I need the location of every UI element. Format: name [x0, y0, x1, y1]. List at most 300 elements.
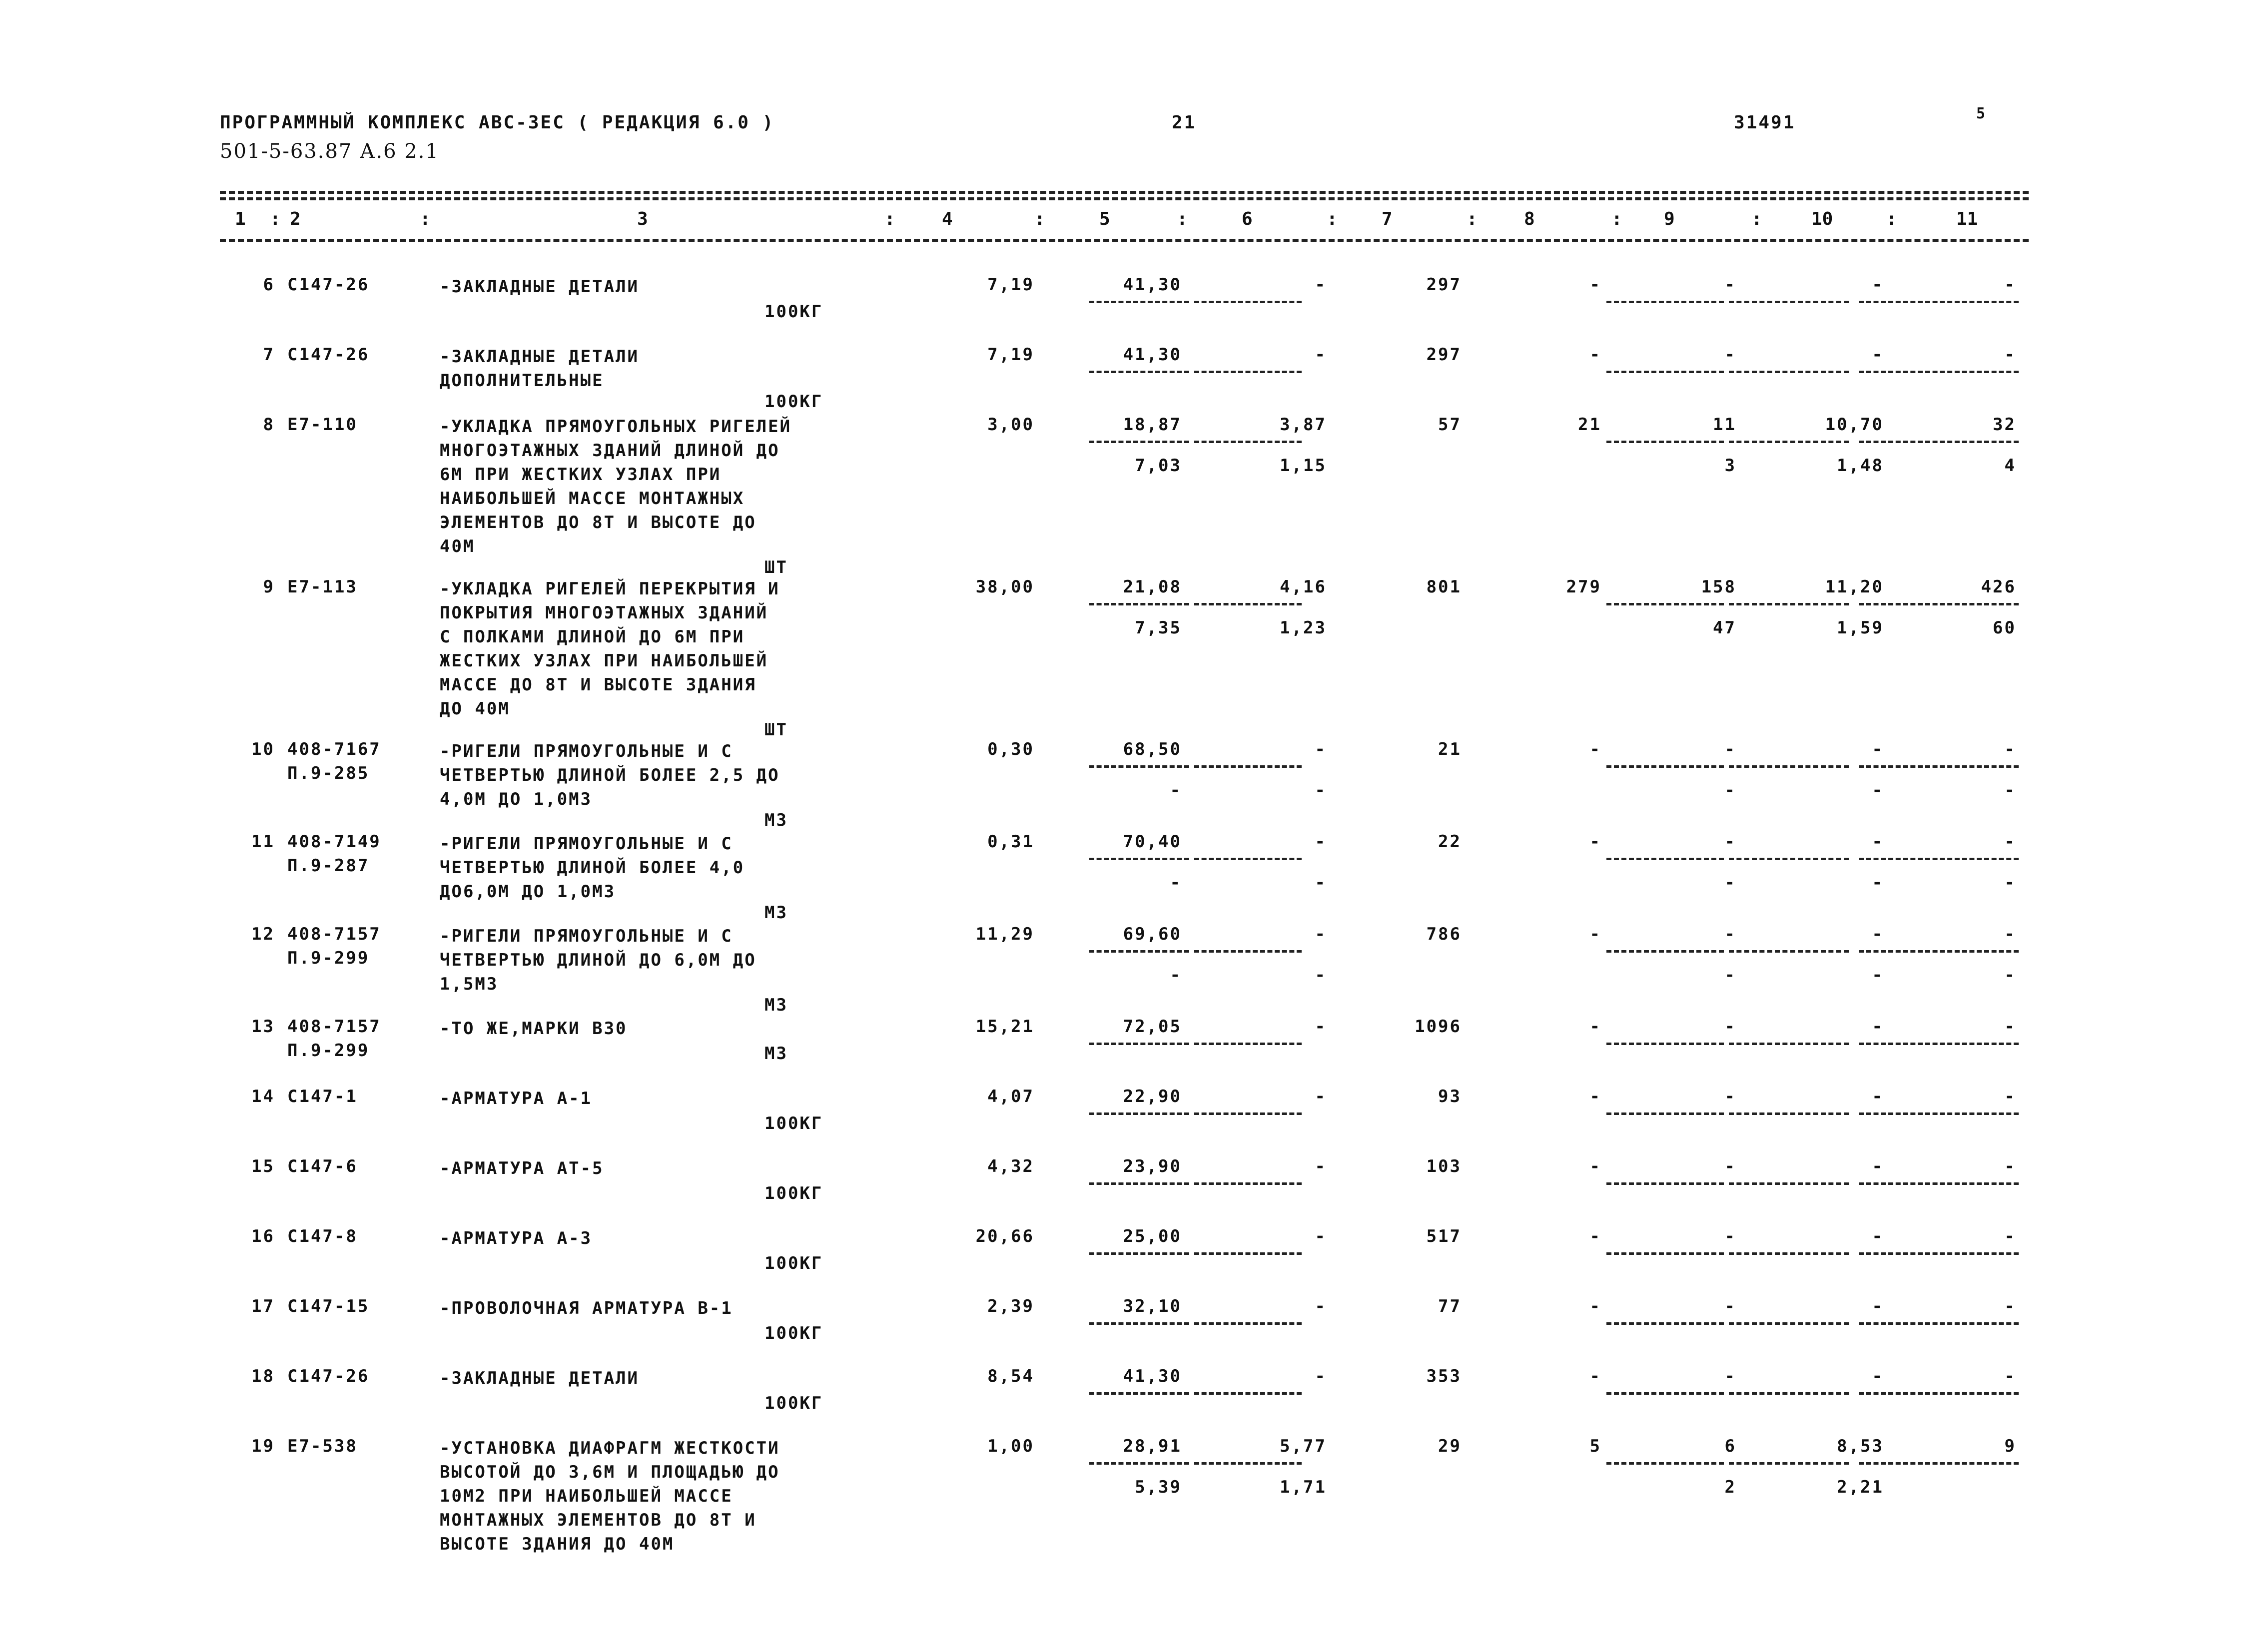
table-top-rule-2 — [220, 197, 2029, 200]
machine-value: - — [1872, 832, 1884, 852]
work-description — [440, 577, 780, 721]
column-header-8: 8 — [1524, 209, 1535, 229]
fraction-line — [1729, 1112, 1849, 1115]
labor-sub-value: 3 — [1724, 456, 1736, 476]
wages-sub-value: - — [1315, 965, 1327, 985]
row-number: 13 — [251, 1017, 275, 1037]
work-description — [440, 345, 639, 393]
wages-value: - — [1315, 1296, 1327, 1316]
work-description — [440, 1296, 733, 1320]
fraction-line — [1089, 1322, 1189, 1325]
quantity-value: 1,00 — [987, 1436, 1034, 1456]
unit-cost-sub-value: - — [1170, 780, 1182, 800]
column-header-11: 11 — [1956, 209, 1978, 229]
fraction-line — [1729, 1182, 1849, 1185]
total-cost-value: 297 — [1426, 275, 1462, 295]
document-code: 31491 — [1734, 112, 1796, 133]
total-wages-value: 5 — [1589, 1436, 1601, 1456]
column-header-6: 6 — [1242, 209, 1253, 229]
fraction-line — [1859, 1392, 2019, 1395]
machine-value: 8,53 — [1837, 1436, 1884, 1456]
description-line: ДО6,0М ДО 1,0М3 — [440, 882, 616, 902]
labor-value: - — [1724, 1296, 1736, 1316]
column-separator: : — [1611, 209, 1622, 229]
fraction-line — [1606, 603, 1724, 605]
unit-of-measure: ШТ — [764, 557, 788, 577]
norm-code: 408-7149 — [287, 832, 381, 852]
norm-code: 408-7157 — [287, 924, 381, 944]
column-separator: : — [1034, 209, 1045, 229]
machine-value: 10,70 — [1825, 415, 1884, 435]
fraction-line — [1729, 950, 1849, 953]
description-line: -УКЛАДКА РИГЕЛЕЙ ПЕРЕКРЫТИЯ И — [440, 579, 780, 599]
labor-sub-value: 2 — [1724, 1477, 1736, 1497]
fraction-line — [1194, 1182, 1302, 1185]
wages-value: - — [1315, 1226, 1327, 1246]
fraction-line — [1194, 371, 1302, 373]
description-line: ЧЕТВЕРТЬЮ ДЛИНОЙ ДО 6,0М ДО — [440, 950, 756, 970]
unit-of-measure: 100КГ — [764, 302, 823, 322]
total-cost-value: 93 — [1438, 1087, 1462, 1106]
labor-sub-value: 47 — [1713, 618, 1736, 638]
row-number: 17 — [251, 1296, 275, 1316]
unit-of-measure: 100КГ — [764, 1183, 823, 1203]
total-labor-value: - — [2004, 1366, 2016, 1386]
total-wages-value: - — [1589, 1087, 1601, 1106]
unit-of-measure: 100КГ — [764, 1393, 823, 1413]
work-description — [440, 1156, 604, 1180]
fraction-line — [1194, 1043, 1302, 1045]
fraction-line — [1859, 371, 2019, 373]
fraction-line — [1606, 1462, 1724, 1465]
total-labor-sub-value: 60 — [1993, 618, 2016, 638]
fraction-line — [1194, 301, 1302, 303]
corner-mark: 5 — [1976, 105, 1987, 122]
description-line: ПОКРЫТИЯ МНОГОЭТАЖНЫХ ЗДАНИЙ — [440, 603, 768, 623]
work-description — [440, 832, 745, 904]
work-description — [440, 1366, 639, 1390]
machine-value: - — [1872, 345, 1884, 365]
total-wages-value: - — [1589, 1296, 1601, 1316]
fraction-line — [1089, 603, 1189, 605]
labor-value: - — [1724, 739, 1736, 759]
unit-cost-sub-value: 7,03 — [1135, 456, 1182, 476]
fraction-line — [1859, 858, 2019, 860]
row-number: 18 — [251, 1366, 275, 1386]
unit-cost-value: 41,30 — [1123, 275, 1182, 295]
norm-code: Е7-113 — [287, 577, 358, 597]
quantity-value: 4,32 — [987, 1156, 1034, 1176]
unit-cost-sub-value: - — [1170, 965, 1182, 985]
labor-value: - — [1724, 1226, 1736, 1246]
fraction-line — [1729, 1462, 1849, 1465]
unit-cost-sub-value: 7,35 — [1135, 618, 1182, 638]
norm-code: 408-7167 — [287, 739, 381, 759]
work-description — [440, 1436, 780, 1556]
work-description — [440, 1017, 628, 1041]
wages-sub-value: 1,71 — [1280, 1477, 1327, 1497]
labor-sub-value: - — [1724, 873, 1736, 893]
fraction-line — [1089, 858, 1189, 860]
norm-code: 408-7157 — [287, 1017, 381, 1037]
machine-sub-value: - — [1872, 780, 1884, 800]
total-cost-value: 801 — [1426, 577, 1462, 597]
total-labor-sub-value: - — [2004, 780, 2016, 800]
machine-value: - — [1872, 924, 1884, 944]
row-number: 8 — [263, 415, 275, 435]
norm-code: С147-15 — [287, 1296, 370, 1316]
norm-code: С147-26 — [287, 275, 370, 295]
description-line: 1,5М3 — [440, 974, 499, 994]
wages-value: - — [1315, 275, 1327, 295]
fraction-line — [1606, 371, 1724, 373]
total-cost-value: 786 — [1426, 924, 1462, 944]
total-labor-value: 426 — [1981, 577, 2016, 597]
unit-of-measure: ШТ — [764, 720, 788, 740]
fraction-line — [1194, 765, 1302, 768]
norm-code: С147-26 — [287, 1366, 370, 1386]
norm-code: С147-8 — [287, 1226, 358, 1246]
fraction-line — [1089, 1182, 1189, 1185]
labor-value: - — [1724, 1366, 1736, 1386]
description-line: -ТО ЖЕ,МАРКИ В30 — [440, 1019, 628, 1039]
unit-cost-value: 32,10 — [1123, 1296, 1182, 1316]
machine-sub-value: - — [1872, 873, 1884, 893]
fraction-line — [1859, 1112, 2019, 1115]
column-header-7: 7 — [1382, 209, 1393, 229]
wages-sub-value: - — [1315, 873, 1327, 893]
total-cost-value: 517 — [1426, 1226, 1462, 1246]
work-description — [440, 275, 639, 299]
quantity-value: 15,21 — [975, 1017, 1034, 1037]
wages-value: 4,16 — [1280, 577, 1327, 597]
total-cost-value: 21 — [1438, 739, 1462, 759]
norm-code: П.9-299 — [287, 948, 370, 968]
wages-value: 5,77 — [1280, 1436, 1327, 1456]
wages-value: - — [1315, 1017, 1327, 1037]
fraction-line — [1859, 603, 2019, 605]
norm-code: П.9-299 — [287, 1041, 370, 1061]
fraction-line — [1859, 441, 2019, 443]
description-line: ЧЕТВЕРТЬЮ ДЛИНОЙ БОЛЕЕ 4,0 — [440, 858, 745, 878]
column-header-9: 9 — [1664, 209, 1675, 229]
fraction-line — [1606, 858, 1724, 860]
description-line: 6М ПРИ ЖЕСТКИХ УЗЛАХ ПРИ — [440, 465, 722, 485]
total-labor-value: - — [2004, 1087, 2016, 1106]
work-description — [440, 739, 780, 811]
description-line: -АРМАТУРА АТ-5 — [440, 1158, 604, 1178]
row-number: 15 — [251, 1156, 275, 1176]
work-description — [440, 415, 791, 558]
fraction-line — [1606, 1112, 1724, 1115]
row-number: 7 — [263, 345, 275, 365]
total-wages-value: - — [1589, 1226, 1601, 1246]
description-line: С ПОЛКАМИ ДЛИНОЙ ДО 6М ПРИ — [440, 627, 745, 647]
unit-cost-value: 22,90 — [1123, 1087, 1182, 1106]
wages-value: - — [1315, 1366, 1327, 1386]
row-number: 12 — [251, 924, 275, 944]
quantity-value: 20,66 — [975, 1226, 1034, 1246]
wages-sub-value: 1,23 — [1280, 618, 1327, 638]
fraction-line — [1859, 1322, 2019, 1325]
fraction-line — [1194, 603, 1302, 605]
unit-cost-value: 18,87 — [1123, 415, 1182, 435]
fraction-line — [1729, 1252, 1849, 1255]
quantity-value: 8,54 — [987, 1366, 1034, 1386]
unit-cost-value: 25,00 — [1123, 1226, 1182, 1246]
fraction-line — [1089, 371, 1189, 373]
fraction-line — [1089, 1112, 1189, 1115]
fraction-line — [1089, 1252, 1189, 1255]
description-line: ВЫСОТЕ ЗДАНИЯ ДО 40М — [440, 1534, 675, 1554]
description-line: ДО 40М — [440, 699, 510, 719]
fraction-line — [1859, 1252, 2019, 1255]
fraction-line — [1606, 1043, 1724, 1045]
total-labor-value: 9 — [2004, 1436, 2016, 1456]
description-line: ЖЕСТКИХ УЗЛАХ ПРИ НАИБОЛЬШЕЙ — [440, 651, 768, 671]
quantity-value: 2,39 — [987, 1296, 1034, 1316]
fraction-line — [1859, 1462, 2019, 1465]
column-header-10: 10 — [1811, 209, 1833, 229]
fraction-line — [1089, 950, 1189, 953]
total-cost-value: 77 — [1438, 1296, 1462, 1316]
total-wages-value: - — [1589, 1366, 1601, 1386]
norm-code: П.9-285 — [287, 763, 370, 783]
machine-value: 11,20 — [1825, 577, 1884, 597]
unit-of-measure: М3 — [764, 903, 788, 923]
fraction-line — [1729, 603, 1849, 605]
unit-cost-sub-value: 5,39 — [1135, 1477, 1182, 1497]
fraction-line — [1729, 765, 1849, 768]
column-separator: : — [270, 209, 281, 229]
quantity-value: 0,31 — [987, 832, 1034, 852]
machine-value: - — [1872, 275, 1884, 295]
labor-value: - — [1724, 832, 1736, 852]
fraction-line — [1859, 1182, 2019, 1185]
column-separator: : — [1751, 209, 1762, 229]
total-cost-value: 297 — [1426, 345, 1462, 365]
wages-value: 3,87 — [1280, 415, 1327, 435]
quantity-value: 7,19 — [987, 345, 1034, 365]
fraction-line — [1859, 765, 2019, 768]
unit-of-measure: М3 — [764, 995, 788, 1015]
fraction-line — [1089, 441, 1189, 443]
row-number: 9 — [263, 577, 275, 597]
fraction-line — [1089, 1392, 1189, 1395]
description-line: НАИБОЛЬШЕЙ МАССЕ МОНТАЖНЫХ — [440, 489, 745, 509]
description-line: -ЗАКЛАДНЫЕ ДЕТАЛИ — [440, 347, 639, 367]
labor-value: - — [1724, 924, 1736, 944]
total-cost-value: 1096 — [1415, 1017, 1462, 1037]
description-line: ЭЛЕМЕНТОВ ДО 8Т И ВЫСОТЕ ДО — [440, 513, 756, 533]
unit-of-measure: 100КГ — [764, 1323, 823, 1343]
total-wages-value: - — [1589, 1156, 1601, 1176]
norm-code: С147-6 — [287, 1156, 358, 1176]
machine-value: - — [1872, 1366, 1884, 1386]
fraction-line — [1859, 950, 2019, 953]
total-wages-value: 21 — [1578, 415, 1601, 435]
total-labor-sub-value: - — [2004, 965, 2016, 985]
unit-cost-value: 41,30 — [1123, 1366, 1182, 1386]
column-header-rule — [220, 239, 2029, 242]
fraction-line — [1089, 1043, 1189, 1045]
description-line: -РИГЕЛИ ПРЯМОУГОЛЬНЫЕ И С — [440, 834, 733, 854]
unit-of-measure: М3 — [764, 1044, 788, 1064]
norm-code: П.9-287 — [287, 856, 370, 876]
fraction-line — [1729, 1043, 1849, 1045]
total-labor-value: - — [2004, 1296, 2016, 1316]
column-separator: : — [1177, 209, 1188, 229]
column-separator: : — [1327, 209, 1338, 229]
machine-value: - — [1872, 1226, 1884, 1246]
wages-value: - — [1315, 345, 1327, 365]
row-number: 14 — [251, 1087, 275, 1106]
description-line: ЧЕТВЕРТЬЮ ДЛИНОЙ БОЛЕЕ 2,5 ДО — [440, 765, 780, 785]
total-wages-value: - — [1589, 275, 1601, 295]
description-line: ДОПОЛНИТЕЛЬНЫЕ — [440, 371, 604, 391]
labor-sub-value: - — [1724, 780, 1736, 800]
description-line: -ЗАКЛАДНЫЕ ДЕТАЛИ — [440, 277, 639, 297]
row-number: 19 — [251, 1436, 275, 1456]
labor-value: - — [1724, 345, 1736, 365]
fraction-line — [1729, 301, 1849, 303]
description-line: 40М — [440, 537, 475, 556]
fraction-line — [1606, 1182, 1724, 1185]
labor-sub-value: - — [1724, 965, 1736, 985]
unit-of-measure: 100КГ — [764, 1113, 823, 1133]
unit-cost-value: 41,30 — [1123, 345, 1182, 365]
fraction-line — [1194, 1112, 1302, 1115]
fraction-line — [1194, 858, 1302, 860]
column-header-2: 2 — [290, 209, 301, 229]
fraction-line — [1194, 950, 1302, 953]
total-wages-value: - — [1589, 739, 1601, 759]
fraction-line — [1606, 950, 1724, 953]
column-separator: : — [1886, 209, 1897, 229]
fraction-line — [1729, 441, 1849, 443]
work-description — [440, 1087, 592, 1110]
program-header: ПРОГРАММНЫЙ КОМПЛЕКС АВС-3ЕС ( РЕДАКЦИЯ 6.0 ) — [220, 112, 775, 133]
fraction-line — [1729, 1392, 1849, 1395]
unit-cost-value: 21,08 — [1123, 577, 1182, 597]
fraction-line — [1089, 301, 1189, 303]
total-labor-value: - — [2004, 275, 2016, 295]
description-line: -ЗАКЛАДНЫЕ ДЕТАЛИ — [440, 1368, 639, 1388]
description-line: МАССЕ ДО 8Т И ВЫСОТЕ ЗДАНИЯ — [440, 675, 756, 695]
total-labor-value: - — [2004, 1017, 2016, 1037]
total-cost-value: 22 — [1438, 832, 1462, 852]
fraction-line — [1089, 1462, 1189, 1465]
wages-value: - — [1315, 924, 1327, 944]
description-line: -АРМАТУРА А-1 — [440, 1089, 593, 1108]
row-number: 11 — [251, 832, 275, 852]
description-line: 4,0М ДО 1,0М3 — [440, 789, 593, 809]
row-number: 10 — [251, 739, 275, 759]
column-separator: : — [420, 209, 431, 229]
total-wages-value: - — [1589, 832, 1601, 852]
fraction-line — [1859, 301, 2019, 303]
column-separator: : — [884, 209, 895, 229]
quantity-value: 3,00 — [987, 415, 1034, 435]
machine-sub-value: 1,59 — [1837, 618, 1884, 638]
wages-sub-value: - — [1315, 780, 1327, 800]
column-header-3: 3 — [637, 209, 648, 229]
work-description — [440, 924, 756, 996]
machine-sub-value: 2,21 — [1837, 1477, 1884, 1497]
unit-cost-value: 72,05 — [1123, 1017, 1182, 1037]
column-header-4: 4 — [942, 209, 953, 229]
total-labor-value: - — [2004, 1156, 2016, 1176]
total-labor-value: - — [2004, 345, 2016, 365]
wages-value: - — [1315, 1156, 1327, 1176]
fraction-line — [1606, 1392, 1724, 1395]
labor-value: 6 — [1724, 1436, 1736, 1456]
unit-of-measure: 100КГ — [764, 392, 823, 412]
machine-value: - — [1872, 1296, 1884, 1316]
wages-sub-value: 1,15 — [1280, 456, 1327, 476]
unit-cost-value: 69,60 — [1123, 924, 1182, 944]
total-wages-value: - — [1589, 1017, 1601, 1037]
column-header-5: 5 — [1099, 209, 1110, 229]
quantity-value: 4,07 — [987, 1087, 1034, 1106]
machine-value: - — [1872, 1156, 1884, 1176]
machine-value: - — [1872, 739, 1884, 759]
fraction-line — [1089, 765, 1189, 768]
quantity-value: 11,29 — [975, 924, 1034, 944]
fraction-line — [1606, 1252, 1724, 1255]
row-number: 6 — [263, 275, 275, 295]
total-labor-value: - — [2004, 739, 2016, 759]
labor-value: - — [1724, 1156, 1736, 1176]
fraction-line — [1606, 441, 1724, 443]
unit-cost-sub-value: - — [1170, 873, 1182, 893]
total-cost-value: 103 — [1426, 1156, 1462, 1176]
total-wages-value: - — [1589, 345, 1601, 365]
labor-value: - — [1724, 1087, 1736, 1106]
total-cost-value: 29 — [1438, 1436, 1462, 1456]
description-line: -УСТАНОВКА ДИАФРАГМ ЖЕСТКОСТИ — [440, 1438, 780, 1458]
unit-cost-value: 23,90 — [1123, 1156, 1182, 1176]
total-labor-sub-value: - — [2004, 873, 2016, 893]
fraction-line — [1194, 441, 1302, 443]
unit-cost-value: 68,50 — [1123, 739, 1182, 759]
labor-value: - — [1724, 275, 1736, 295]
description-line: МОНТАЖНЫХ ЭЛЕМЕНТОВ ДО 8Т И — [440, 1510, 756, 1530]
table-top-rule — [220, 191, 2029, 194]
description-line: -РИГЕЛИ ПРЯМОУГОЛЬНЫЕ И С — [440, 926, 733, 946]
fraction-line — [1859, 1043, 2019, 1045]
total-labor-value: - — [2004, 832, 2016, 852]
norm-code: Е7-110 — [287, 415, 358, 435]
norm-code: С147-1 — [287, 1087, 358, 1106]
column-separator: : — [1467, 209, 1478, 229]
total-wages-value: 279 — [1566, 577, 1601, 597]
handwritten-reference: 501-5-63.87 А.6 2.1 — [220, 140, 439, 163]
page-number: 21 — [1172, 112, 1197, 133]
fraction-line — [1606, 301, 1724, 303]
quantity-value: 0,30 — [987, 739, 1034, 759]
fraction-line — [1194, 1322, 1302, 1325]
column-header-1: 1 — [235, 209, 246, 229]
total-labor-sub-value: 4 — [2004, 456, 2016, 476]
quantity-value: 38,00 — [975, 577, 1034, 597]
description-line: МНОГОЭТАЖНЫХ ЗДАНИЙ ДЛИНОЙ ДО — [440, 441, 780, 461]
fraction-line — [1606, 1322, 1724, 1325]
description-line: ВЫСОТОЙ ДО 3,6М И ПЛОЩАДЬЮ ДО — [440, 1462, 780, 1482]
unit-cost-value: 70,40 — [1123, 832, 1182, 852]
total-cost-value: 353 — [1426, 1366, 1462, 1386]
wages-value: - — [1315, 739, 1327, 759]
